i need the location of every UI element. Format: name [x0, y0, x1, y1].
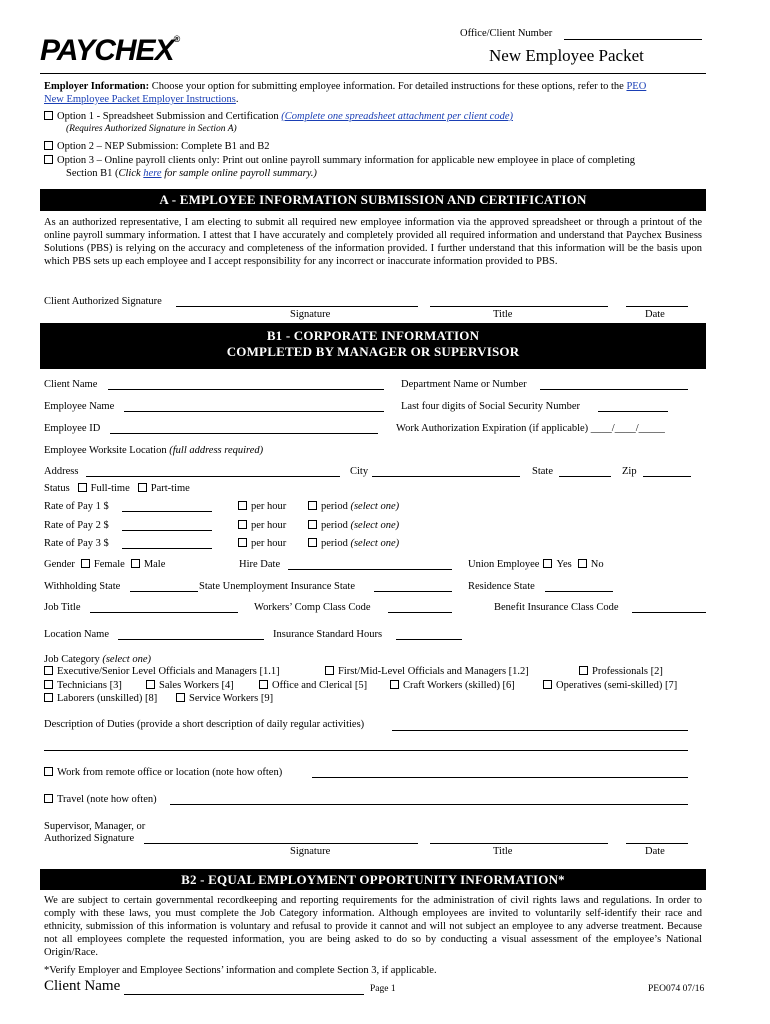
jc-office-checkbox[interactable]	[259, 680, 268, 689]
female-label: Female	[93, 559, 125, 570]
travel-label: Travel (note how often)	[57, 794, 157, 805]
option2-row	[44, 141, 270, 152]
gender-label: Gender	[44, 559, 75, 570]
jc-prof-checkbox[interactable]	[579, 666, 588, 675]
rate2-per-hour	[238, 520, 286, 531]
client-name-field[interactable]	[108, 389, 384, 390]
jc-labor-label: Laborers (unskilled) [8]	[57, 693, 158, 704]
unemployment-field[interactable]	[374, 591, 452, 592]
client-auth-signature-field[interactable]	[176, 306, 418, 307]
section-a-title-field[interactable]	[430, 306, 608, 307]
jc-labor	[44, 693, 157, 704]
rate3-per-hour	[238, 538, 286, 549]
rate2-label: Rate of Pay 2 $	[44, 520, 109, 531]
employee-name-field[interactable]	[124, 411, 384, 412]
remote-label: Work from remote office or location (note how often)	[57, 767, 283, 778]
jc-exec	[44, 666, 280, 677]
work-auth-label[interactable]: Work Authorization Expiration (if applicable) ____/____/_____	[396, 423, 665, 434]
b1-title-caption: Title	[493, 846, 513, 857]
rate3-select-one: (select one)	[350, 538, 400, 549]
employee-name-label: Employee Name	[44, 401, 115, 412]
job-title-field[interactable]	[90, 612, 238, 613]
job-category-select-one: (select one)	[102, 654, 152, 665]
jc-exec-checkbox[interactable]	[44, 666, 53, 675]
hire-date-label: Hire Date	[239, 559, 281, 570]
city-field[interactable]	[372, 476, 520, 477]
employer-instructions-link[interactable]: New Employee Packet Employer Instructions	[44, 94, 236, 105]
rate1-period-label: period	[321, 501, 351, 512]
section-a-body: As an authorized representative, I am electing to submit all required new employee information via the approved spreadsheet or through a printout of the online payroll summary information. I attest that I have accurately and completely provided all required information and understand that Paychex Business Solutions (PBS) is relying on the accuracy and completeness of the information provided. I further understand that this information will be the basis upon which PBS sets up each employee and I accept responsibility for any incorrect or inaccurate information provided to PBS.	[44, 217, 702, 267]
union-yes-label: Yes	[556, 559, 572, 570]
section-b1-title: B1 - CORPORATE INFORMATION	[266, 328, 480, 343]
jc-tech-checkbox[interactable]	[44, 680, 53, 689]
jc-service-label: Service Workers [9]	[189, 693, 274, 704]
jc-sales-checkbox[interactable]	[146, 680, 155, 689]
employee-id-label: Employee ID	[44, 423, 101, 434]
travel-field[interactable]	[170, 804, 688, 805]
female-checkbox[interactable]	[81, 559, 90, 568]
gender-row	[44, 559, 165, 570]
ssn-label: Last four digits of Social Security Number	[401, 401, 581, 412]
rate1-select-one: (select one)	[350, 501, 400, 512]
option3-click: Click	[118, 168, 144, 179]
location-field[interactable]	[118, 639, 264, 640]
logo-text: PAYCHEX	[40, 34, 174, 67]
option1-spreadsheet-link[interactable]: (Complete one spreadsheet attachment per client code)	[281, 111, 513, 122]
union-yes-checkbox[interactable]	[543, 559, 552, 568]
benefit-label: Benefit Insurance Class Code	[494, 602, 619, 613]
jc-oper-checkbox[interactable]	[543, 680, 552, 689]
employer-info-lead: Employer Information:	[44, 81, 150, 92]
status-label: Status	[44, 483, 70, 494]
section-b2-header: B2 - EQUAL EMPLOYMENT OPPORTUNITY INFORMATION*	[40, 869, 706, 890]
worksite-label	[44, 445, 263, 456]
jc-oper	[543, 680, 677, 691]
supervisor-label-2: Authorized Signature	[44, 833, 135, 844]
option3-here-link[interactable]: here	[143, 168, 162, 179]
supervisor-signature-field[interactable]	[144, 843, 418, 844]
rate3-period-label: period	[321, 538, 351, 549]
union-row	[468, 559, 604, 570]
address-field[interactable]	[86, 476, 340, 477]
ins-hours-label: Insurance Standard Hours	[273, 629, 383, 640]
department-label: Department Name or Number	[401, 379, 527, 390]
job-category-text: Job Category	[44, 654, 103, 665]
rate3-field[interactable]	[122, 548, 212, 549]
office-client-number-label: Office/Client Number	[460, 28, 553, 39]
section-b2-body: We are subject to certain governmental recordkeeping and reporting requirements for the administration of civil rights laws and regulations. In order to comply with these laws, you must complete the Job Category information. Although employees are invited to voluntarily self-identify their race and ethnicity, submission of this information is voluntary and refusal to provide it cannot and will not subject an employee to any adverse treatment. Because not all employees complete the requested information, you are being asked to do so by conducting a visual assessment of the employee’s National Origin/Race.	[44, 895, 702, 958]
rate1-per-hour-checkbox[interactable]	[238, 501, 247, 510]
verify-note: *Verify Employer and Employee Sections’ information and complete Section 3, if applicable.	[44, 965, 437, 976]
section-b1-subtitle: COMPLETED BY MANAGER OR SUPERVISOR	[226, 344, 520, 359]
client-name-label: Client Name	[44, 379, 98, 390]
unemployment-label: State Unemployment Insurance State	[199, 581, 355, 592]
address-label: Address	[44, 466, 79, 477]
status-row	[44, 483, 190, 494]
option2-label: Option 2 – NEP Submission: Complete B1 and B2	[57, 141, 270, 152]
union-label: Union Employee	[468, 559, 540, 570]
travel-row	[44, 794, 157, 805]
peo-link[interactable]: PEO	[626, 81, 647, 92]
rate1-period	[308, 501, 399, 512]
worksite-note: (full address required)	[169, 445, 264, 456]
parttime-checkbox[interactable]	[138, 483, 147, 492]
department-field[interactable]	[540, 389, 688, 390]
jc-office-label: Office and Clerical [5]	[272, 680, 368, 691]
hire-date-field[interactable]	[288, 569, 452, 570]
male-label: Male	[143, 559, 166, 570]
section-a-date-caption: Date	[645, 309, 665, 320]
zip-field[interactable]	[643, 476, 691, 477]
option1-note: (Requires Authorized Signature in Section A)	[66, 124, 237, 134]
rate3-per-hour-label: per hour	[251, 538, 287, 549]
withholding-field[interactable]	[130, 591, 198, 592]
rate2-select-one: (select one)	[350, 520, 400, 531]
option1-row	[44, 111, 513, 122]
rate2-per-hour-checkbox[interactable]	[238, 520, 247, 529]
jc-prof-label: Professionals [2]	[592, 666, 663, 677]
jc-craft	[390, 680, 515, 691]
union-no-label: No	[590, 559, 604, 570]
paychex-logo	[40, 34, 179, 68]
option1-label: Option 1 - Spreadsheet Submission and Certification	[57, 111, 282, 122]
duties-field-1[interactable]	[392, 730, 688, 731]
rate3-per-hour-checkbox[interactable]	[238, 538, 247, 547]
employer-info-body: Choose your option for submitting employee information. For detailed instructions for these options, refer to the	[149, 81, 627, 92]
state-label: State	[532, 466, 553, 477]
b1-date-field[interactable]	[626, 843, 688, 844]
b1-title-field[interactable]	[430, 843, 608, 844]
rate3-period-checkbox[interactable]	[308, 538, 317, 547]
option3-label: Option 3 – Online payroll clients only: Print out online payroll summary information for applicable new employee in place of completing	[57, 155, 635, 166]
jc-first-checkbox[interactable]	[325, 666, 334, 675]
section-a-header: A - EMPLOYEE INFORMATION SUBMISSION AND CERTIFICATION	[40, 189, 706, 211]
jc-first-label: First/Mid-Level Officials and Managers [1.2]	[338, 666, 529, 677]
rate2-field[interactable]	[122, 530, 212, 531]
section-a-signature-caption: Signature	[290, 309, 331, 320]
option1-checkbox[interactable]	[44, 111, 53, 120]
rate3-period	[308, 538, 399, 549]
b1-date-caption: Date	[645, 846, 665, 857]
location-label: Location Name	[44, 629, 110, 640]
form-code: PEO074 07/16	[648, 984, 705, 994]
footer-client-name-label: Client Name	[44, 978, 121, 994]
union-no-checkbox[interactable]	[578, 559, 587, 568]
remote-field[interactable]	[312, 777, 688, 778]
jc-craft-label: Craft Workers (skilled) [6]	[403, 680, 515, 691]
jc-labor-checkbox[interactable]	[44, 693, 53, 702]
section-a-date-field[interactable]	[626, 306, 688, 307]
residence-label: Residence State	[468, 581, 535, 592]
rate1-per-hour-label: per hour	[251, 501, 287, 512]
jc-tech-label: Technicians [3]	[57, 680, 122, 691]
remote-row	[44, 767, 282, 778]
state-field[interactable]	[559, 476, 611, 477]
option3-rest: for sample online payroll summary.)	[161, 168, 317, 179]
option3-checkbox[interactable]	[44, 155, 53, 164]
job-category-label	[44, 654, 151, 665]
rate1-period-checkbox[interactable]	[308, 501, 317, 510]
zip-label: Zip	[622, 466, 637, 477]
jc-office	[259, 680, 367, 691]
employer-info-text	[44, 81, 646, 92]
header-rule	[40, 73, 706, 74]
jc-oper-label: Operatives (semi-skilled) [7]	[556, 680, 678, 691]
rate2-period-label: period	[321, 520, 351, 531]
job-title-label: Job Title	[44, 602, 81, 613]
parttime-label: Part-time	[150, 483, 190, 494]
jc-tech	[44, 680, 122, 691]
logo-registered-mark: ®	[173, 34, 180, 44]
male-checkbox[interactable]	[131, 559, 140, 568]
footer-client-name-field[interactable]	[124, 994, 364, 995]
fulltime-label: Full-time	[90, 483, 130, 494]
benefit-field[interactable]	[632, 612, 706, 613]
fulltime-checkbox[interactable]	[78, 483, 87, 492]
duties-label: Description of Duties (provide a short description of daily regular activities)	[44, 719, 365, 730]
supervisor-label-1: Supervisor, Manager, or	[44, 821, 146, 832]
employee-id-field[interactable]	[110, 433, 378, 434]
rate2-per-hour-label: per hour	[251, 520, 287, 531]
option3-section-b1: Section B1 (	[66, 168, 119, 179]
city-label: City	[350, 466, 369, 477]
jc-prof	[579, 666, 663, 677]
jc-craft-checkbox[interactable]	[390, 680, 399, 689]
jc-first	[325, 666, 529, 677]
withholding-label: Withholding State	[44, 581, 121, 592]
rate1-label: Rate of Pay 1 $	[44, 501, 109, 512]
option3-row-b	[66, 168, 317, 179]
jc-service-checkbox[interactable]	[176, 693, 185, 702]
workers-comp-label: Workers’ Comp Class Code	[254, 602, 371, 613]
section-b1-header	[40, 323, 706, 369]
rate2-period-checkbox[interactable]	[308, 520, 317, 529]
worksite-text: Employee Worksite Location	[44, 445, 170, 456]
workers-comp-field[interactable]	[388, 612, 452, 613]
page-title: New Employee Packet	[489, 46, 644, 65]
option3-row	[44, 155, 635, 166]
client-auth-signature-label: Client Authorized Signature	[44, 296, 162, 307]
jc-sales-label: Sales Workers [4]	[159, 680, 234, 691]
travel-checkbox[interactable]	[44, 794, 53, 803]
duties-field-2[interactable]	[44, 750, 688, 751]
jc-exec-label: Executive/Senior Level Officials and Managers [1.1]	[57, 666, 280, 677]
remote-checkbox[interactable]	[44, 767, 53, 776]
rate1-per-hour	[238, 501, 286, 512]
option2-checkbox[interactable]	[44, 141, 53, 150]
office-client-number-field[interactable]	[564, 39, 702, 40]
ssn-field[interactable]	[598, 411, 668, 412]
residence-field[interactable]	[545, 591, 613, 592]
b1-signature-caption: Signature	[290, 846, 331, 857]
rate1-field[interactable]	[122, 511, 212, 512]
jc-service	[176, 693, 273, 704]
rate3-label: Rate of Pay 3 $	[44, 538, 109, 549]
jc-sales	[146, 680, 234, 691]
section-a-title-caption: Title	[493, 309, 513, 320]
rate2-period	[308, 520, 399, 531]
ins-hours-field[interactable]	[396, 639, 462, 640]
page-number: Page 1	[370, 984, 396, 994]
employer-info-tail: .	[235, 94, 239, 105]
employer-instructions-line	[44, 94, 239, 105]
